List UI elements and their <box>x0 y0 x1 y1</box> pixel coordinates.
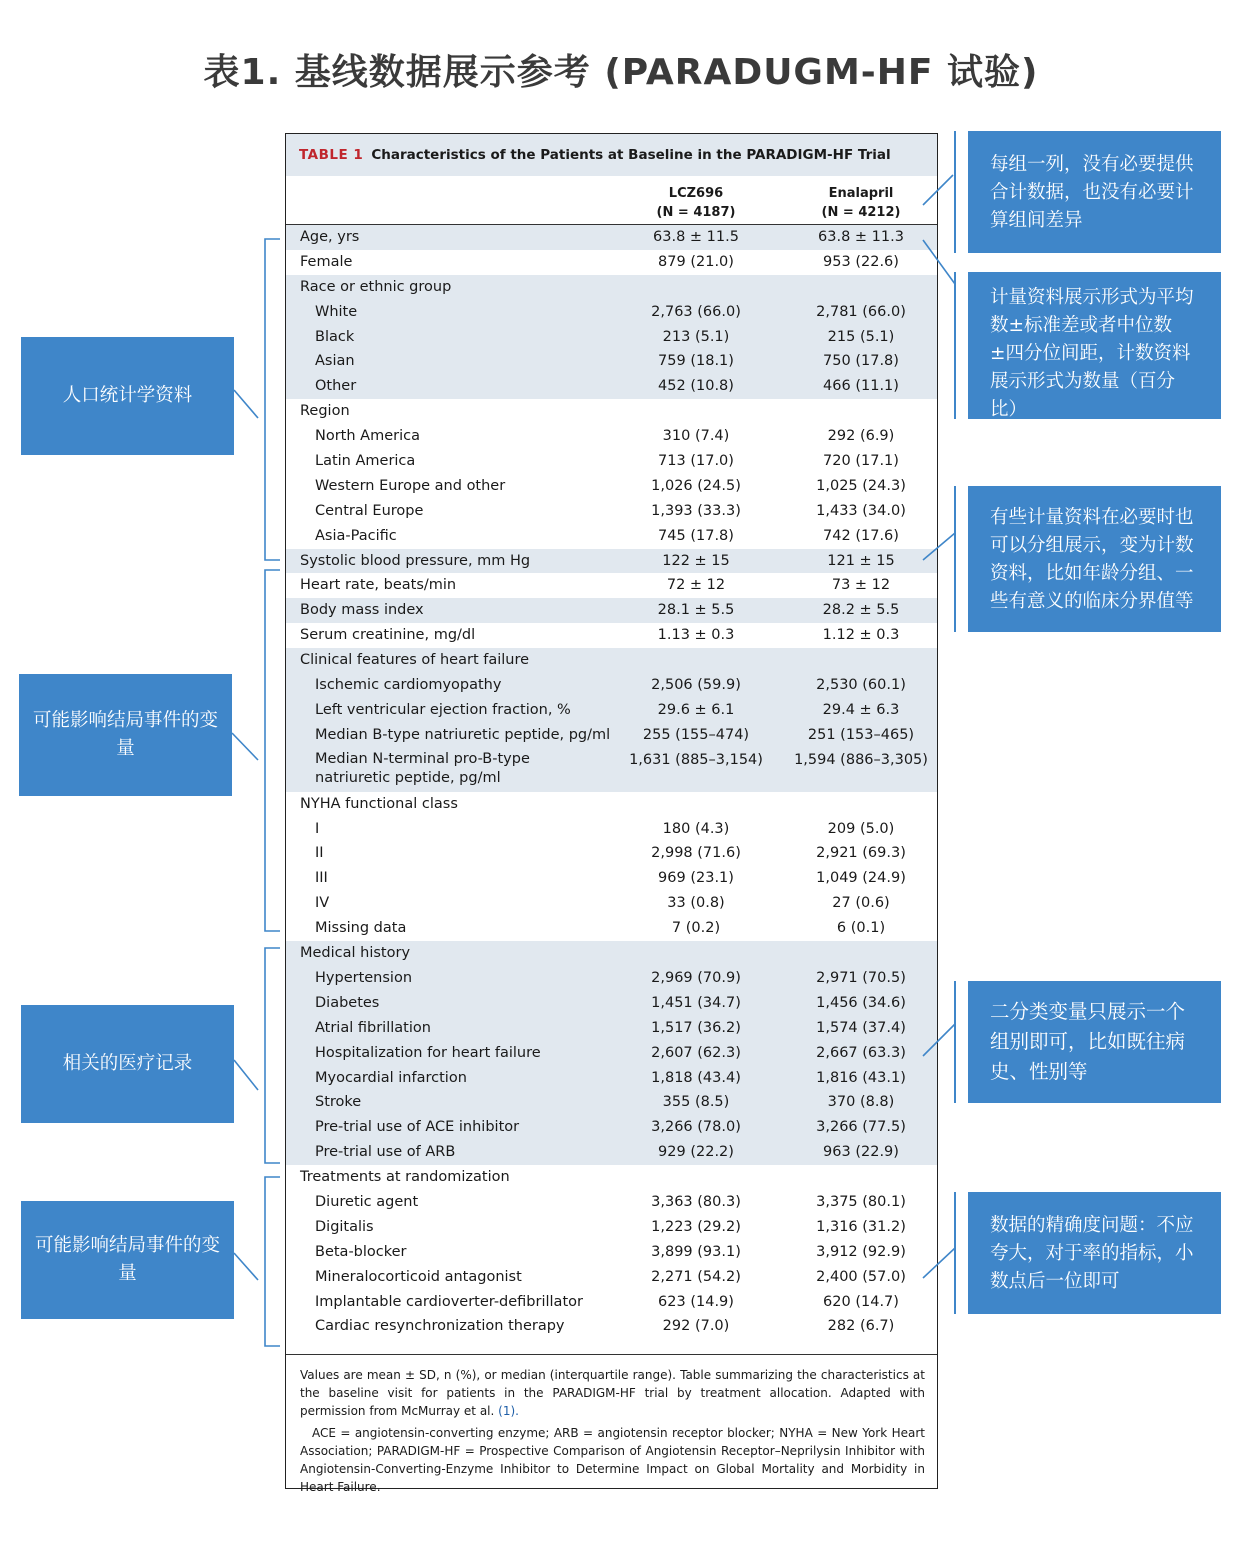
cell-lcz696: 452 (10.8) <box>658 378 734 395</box>
cell-enalapril: 963 (22.9) <box>823 1144 899 1161</box>
page-title: 表1. 基线数据展示参考 (PARADUGM-HF 试验) <box>203 52 1039 93</box>
row-label: Left ventricular ejection fraction, % <box>315 701 571 718</box>
column-header-lcz696-n: (N = 4187) <box>656 205 736 220</box>
cell-enalapril: 2,667 (63.3) <box>816 1044 906 1061</box>
row-label: Cardiac resynchronization therapy <box>315 1318 565 1335</box>
row-label: Body mass index <box>300 602 424 619</box>
cell-lcz696: 969 (23.1) <box>658 870 734 887</box>
row-label: Median N-terminal pro-B-type natriuretic peptide, pg/ml <box>315 750 530 786</box>
cell-enalapril: 1,594 (886–3,305) <box>794 751 928 768</box>
cell-enalapril: 2,971 (70.5) <box>816 969 906 986</box>
row-label: Stroke <box>315 1094 362 1111</box>
row-label: Other <box>315 378 357 395</box>
row-label: Clinical features of heart failure <box>300 652 530 669</box>
note-group-columns: 每组一列，没有必要提供合计数据，也没有必要计算组间差异 <box>968 131 1221 253</box>
bracket-medical-history <box>265 948 280 1163</box>
cell-enalapril: 620 (14.7) <box>823 1293 899 1310</box>
cell-lcz696: 355 (8.5) <box>662 1094 730 1111</box>
connector-demographics <box>234 390 258 418</box>
row-label: Female <box>300 253 353 270</box>
row-label: Median B-type natriuretic peptide, pg/ml <box>315 726 611 743</box>
row-label: Black <box>315 328 355 345</box>
cell-lcz696: 2,271 (54.2) <box>651 1268 741 1285</box>
bracket-outcome-variables-1 <box>265 570 280 931</box>
row-label: Myocardial infarction <box>315 1069 467 1086</box>
row-label: Ischemic cardiomyopathy <box>315 677 502 694</box>
row-label: Medical history <box>300 945 411 962</box>
connector-outcome-variables-2 <box>234 1253 258 1280</box>
row-label: Atrial fibrillation <box>315 1019 431 1036</box>
cell-lcz696: 1,451 (34.7) <box>651 994 741 1011</box>
cell-enalapril: 370 (8.8) <box>827 1094 895 1111</box>
footnote-reference-link[interactable]: (1). <box>498 1404 519 1418</box>
cell-enalapril: 27 (0.6) <box>832 895 890 912</box>
note-medical-history: 相关的医疗记录 <box>21 1005 234 1123</box>
row-label: Asian <box>315 353 355 370</box>
cell-enalapril: 209 (5.0) <box>827 820 895 837</box>
cell-lcz696: 1,631 (885–3,154) <box>629 751 763 768</box>
row-label: Race or ethnic group <box>300 278 452 295</box>
row-label: I <box>315 820 320 837</box>
row-label: Serum creatinine, mg/dl <box>300 627 476 644</box>
cell-lcz696: 310 (7.4) <box>662 428 730 445</box>
column-header-lcz696-name: LCZ696 <box>668 186 724 201</box>
row-label: Diabetes <box>315 994 380 1011</box>
column-header-enalapril-name: Enalapril <box>828 186 894 201</box>
cell-lcz696: 3,899 (93.1) <box>651 1243 741 1260</box>
connector-group-columns <box>923 175 953 205</box>
note-binary-variables: 二分类变量只展示一个组别即可，比如既往病史、性别等 <box>968 981 1221 1103</box>
row-label: Latin America <box>315 453 416 470</box>
note-outcome-variables-1: 可能影响结局事件的变量 <box>19 674 232 796</box>
column-header-enalapril-n: (N = 4212) <box>821 205 901 220</box>
cell-lcz696: 180 (4.3) <box>662 820 730 837</box>
cell-enalapril: 215 (5.1) <box>827 328 895 345</box>
row-label: White <box>315 303 358 320</box>
connector-data-format <box>923 240 955 284</box>
cell-lcz696: 2,506 (59.9) <box>651 677 741 694</box>
row-label: Mineralocorticoid antagonist <box>315 1268 522 1285</box>
row-label: Age, yrs <box>300 229 360 245</box>
cell-enalapril: 466 (11.1) <box>823 378 899 395</box>
row-label: Region <box>300 403 350 420</box>
cell-enalapril: 2,921 (69.3) <box>816 845 906 862</box>
cell-enalapril: 3,375 (80.1) <box>816 1193 906 1210</box>
footnote-abbreviations: ACE = angiotensin-converting enzyme; ARB = angiotensin receptor blocker; NYHA = New York Heart Association; PARADIGM-HF = Prospective Comparison of Angiotensin Receptor–Neprilysin Inhibitor with Angiotensin-Converting-Enzyme Inhibitor to Determine Impact on Global Mortality and Morbidity in Heart Failure. <box>300 1426 925 1494</box>
cell-enalapril: 3,266 (77.5) <box>816 1119 906 1136</box>
row-label: IV <box>315 895 330 912</box>
cell-enalapril: 2,530 (60.1) <box>816 677 906 694</box>
cell-lcz696: 2,998 (71.6) <box>651 845 741 862</box>
cell-enalapril: 1,816 (43.1) <box>816 1069 906 1086</box>
row-label: Treatments at randomization <box>300 1169 510 1186</box>
cell-lcz696: 72 ± 12 <box>666 577 726 594</box>
connector-precision <box>923 1248 955 1278</box>
cell-lcz696: 213 (5.1) <box>662 328 730 345</box>
footnote-values-text: Values are mean ± SD, n (%), or median (interquartile range). Table summarizing the characteristics at the baseline visit for patients in the PARADIGM-HF trial by treatment allocation. Adapted with permission from McMurray et al. <box>300 1368 925 1418</box>
cell-enalapril: 292 (6.9) <box>827 428 895 445</box>
row-label: Pre-trial use of ARB <box>315 1144 456 1161</box>
cell-lcz696: 1,223 (29.2) <box>651 1218 741 1235</box>
cell-lcz696: 255 (155–474) <box>642 726 750 743</box>
row-label: NYHA functional class <box>300 795 458 812</box>
connector-grouping <box>923 533 955 560</box>
cell-lcz696: 2,607 (62.3) <box>651 1044 741 1061</box>
cell-lcz696: 29.6 ± 6.1 <box>657 701 735 718</box>
cell-lcz696: 623 (14.9) <box>658 1293 734 1310</box>
table-tag: TABLE 1 <box>299 147 364 163</box>
cell-enalapril: 750 (17.8) <box>823 353 899 370</box>
cell-enalapril: 73 ± 12 <box>831 577 891 594</box>
cell-lcz696: 292 (7.0) <box>662 1318 730 1335</box>
cell-lcz696: 3,363 (80.3) <box>651 1193 741 1210</box>
cell-enalapril: 1,025 (24.3) <box>816 477 906 494</box>
cell-enalapril: 2,400 (57.0) <box>816 1268 906 1285</box>
row-label: Diuretic agent <box>315 1193 419 1210</box>
bracket-outcome-variables-2 <box>265 1177 280 1346</box>
cell-enalapril: 282 (6.7) <box>827 1318 895 1335</box>
row-label: III <box>315 870 328 887</box>
cell-enalapril: 953 (22.6) <box>823 253 899 270</box>
cell-lcz696: 28.1 ± 5.5 <box>657 602 735 619</box>
cell-lcz696: 929 (22.2) <box>658 1144 734 1161</box>
row-label: Beta-blocker <box>315 1243 407 1260</box>
cell-lcz696: 1,026 (24.5) <box>651 477 741 494</box>
cell-enalapril: 1,433 (34.0) <box>816 502 906 519</box>
cell-enalapril: 28.2 ± 5.5 <box>822 602 900 619</box>
bracket-demographics <box>265 239 280 560</box>
cell-lcz696: 879 (21.0) <box>658 253 734 270</box>
cell-lcz696: 1.13 ± 0.3 <box>657 627 735 644</box>
connector-binary-variables <box>923 1024 955 1056</box>
table-caption-text: Characteristics of the Patients at Baseline in the PARADIGM-HF Trial <box>371 147 891 163</box>
cell-lcz696: 3,266 (78.0) <box>651 1119 741 1136</box>
cell-lcz696: 759 (18.1) <box>658 353 734 370</box>
note-demographics: 人口统计学资料 <box>21 337 234 455</box>
cell-enalapril: 1,049 (24.9) <box>816 870 906 887</box>
cell-lcz696: 745 (17.8) <box>658 527 734 544</box>
cell-enalapril: 1.12 ± 0.3 <box>822 627 900 644</box>
cell-enalapril: 63.8 ± 11.3 <box>818 229 904 245</box>
cell-enalapril: 6 (0.1) <box>836 920 886 937</box>
row-label: Hypertension <box>315 969 413 986</box>
cell-enalapril: 2,781 (66.0) <box>816 303 906 320</box>
note-grouping: 有些计量资料在必要时也可以分组展示，变为计数资料，比如年龄分组、一些有意义的临床分界值等 <box>968 486 1221 632</box>
row-label: II <box>315 845 324 862</box>
cell-lcz696: 1,517 (36.2) <box>651 1019 741 1036</box>
cell-enalapril: 1,456 (34.6) <box>816 994 906 1011</box>
row-label: Missing data <box>315 920 407 937</box>
row-label: Western Europe and other <box>315 477 506 494</box>
cell-enalapril: 121 ± 15 <box>827 552 895 569</box>
cell-lcz696: 33 (0.8) <box>667 895 725 912</box>
cell-lcz696: 122 ± 15 <box>662 552 730 569</box>
row-label: Digitalis <box>315 1218 374 1235</box>
cell-enalapril: 29.4 ± 6.3 <box>822 701 900 718</box>
note-data-format: 计量资料展示形式为平均数±标准差或者中位数±四分位间距，计数资料展示形式为数量（百分比） <box>968 272 1221 419</box>
cell-enalapril: 1,574 (37.4) <box>816 1019 906 1036</box>
cell-enalapril: 742 (17.6) <box>823 527 899 544</box>
cell-lcz696: 2,969 (70.9) <box>651 969 741 986</box>
row-label: Asia-Pacific <box>315 527 397 544</box>
cell-enalapril: 720 (17.1) <box>823 453 899 470</box>
cell-enalapril: 3,912 (92.9) <box>816 1243 906 1260</box>
cell-lcz696: 1,393 (33.3) <box>651 502 741 519</box>
row-label: Central Europe <box>315 502 424 519</box>
note-precision: 数据的精确度问题：不应夸大，对于率的指标，小数点后一位即可 <box>968 1192 1221 1314</box>
cell-enalapril: 1,316 (31.2) <box>816 1218 906 1235</box>
cell-lcz696: 2,763 (66.0) <box>651 303 741 320</box>
cell-lcz696: 63.8 ± 11.5 <box>653 229 739 245</box>
connector-medical-history <box>234 1060 258 1090</box>
row-label: Systolic blood pressure, mm Hg <box>300 552 531 569</box>
note-outcome-variables-2: 可能影响结局事件的变量 <box>21 1201 234 1319</box>
row-label: Pre-trial use of ACE inhibitor <box>315 1119 520 1136</box>
cell-enalapril: 251 (153–465) <box>807 726 915 743</box>
row-label: Implantable cardioverter-defibrillator <box>315 1293 583 1310</box>
cell-lcz696: 1,818 (43.4) <box>651 1069 741 1086</box>
row-label: Heart rate, beats/min <box>300 577 457 594</box>
row-label: North America <box>315 428 420 445</box>
cell-lcz696: 713 (17.0) <box>658 453 734 470</box>
cell-lcz696: 7 (0.2) <box>671 920 721 937</box>
connector-outcome-variables-1 <box>232 733 258 760</box>
row-label: Hospitalization for heart failure <box>315 1044 541 1061</box>
